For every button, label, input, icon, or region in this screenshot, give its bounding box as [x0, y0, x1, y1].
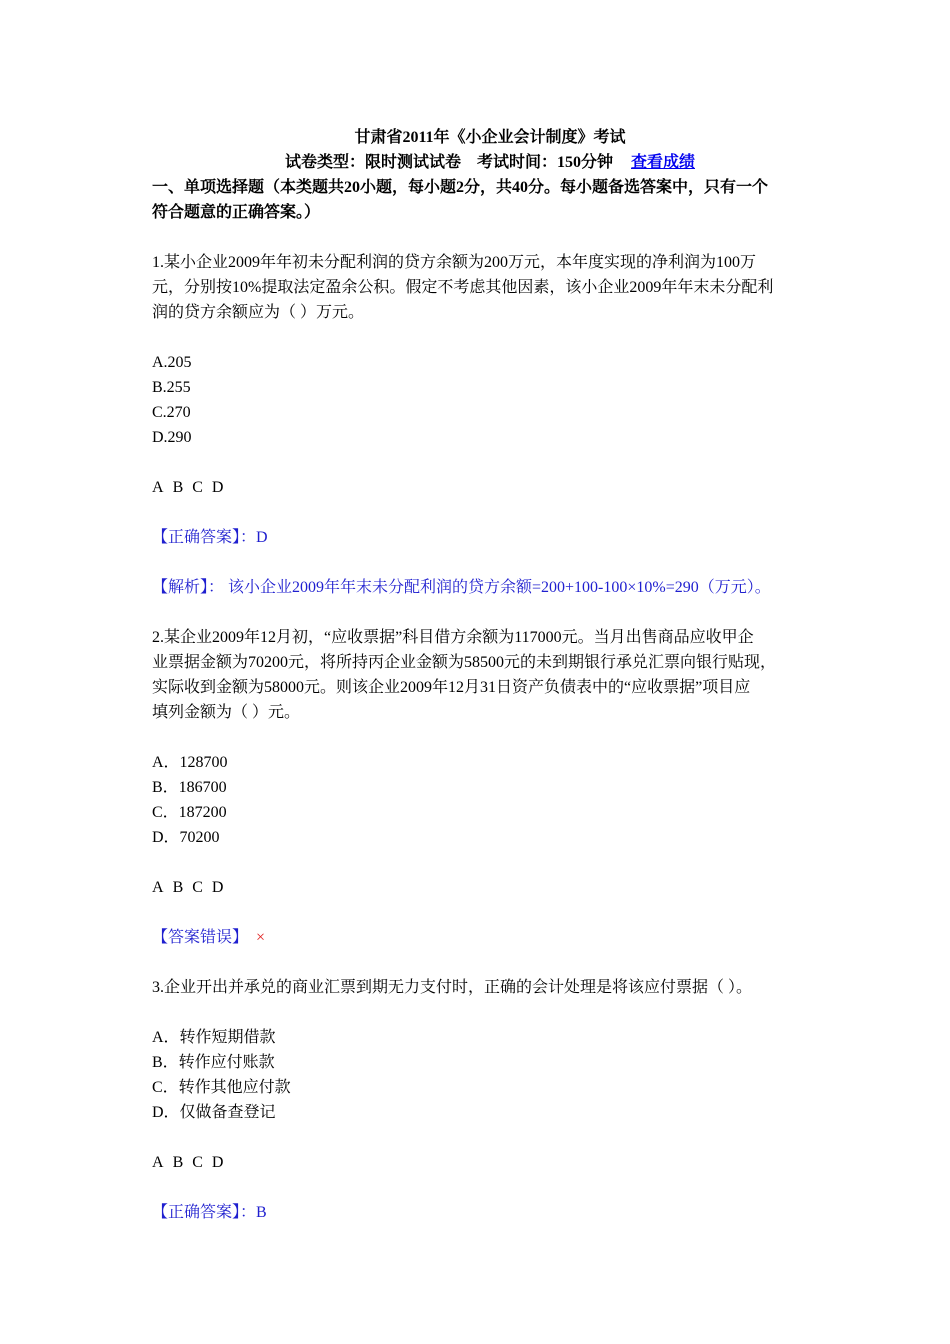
choice-c[interactable]: C	[192, 1154, 203, 1171]
option-d: D．70200	[152, 829, 220, 846]
choice-a[interactable]: A	[152, 879, 164, 896]
option-c: C．转作其他应付款	[152, 1079, 291, 1096]
option-a: A．转作短期借款	[152, 1029, 276, 1046]
question-text: 2.某企业2009年12月初，“应收票据”科目借方余额为117000元。当月出售商品应收甲企 业票据金额为70200元，将所持丙企业金额为58500元的未到期银行承兑汇票向银行贴现， 实际收到金额为58000元。则该企业2009年12月31日资产负债表中的“应收票据”项目应 填列金额为（ ）元。	[152, 629, 777, 721]
answer-choices	[152, 475, 828, 500]
option-b: B．186700	[152, 779, 227, 796]
answer-choices	[152, 875, 828, 900]
option-b: B.255	[152, 379, 191, 396]
wrong-answer-notice: 【答案错误】 ×	[152, 929, 266, 946]
question-2	[152, 625, 828, 950]
choice-d[interactable]: D	[211, 1154, 224, 1171]
option-a: A．128700	[152, 754, 228, 771]
option-a: A.205	[152, 354, 192, 371]
option-b: B．转作应付账款	[152, 1054, 275, 1071]
option-list	[152, 750, 828, 850]
question-1	[152, 250, 828, 600]
choice-b[interactable]: B	[172, 1154, 184, 1171]
option-d: D.290	[152, 429, 192, 446]
choice-c[interactable]: C	[192, 479, 203, 496]
choice-b[interactable]: B	[172, 479, 184, 496]
option-d: D．仅做备查登记	[152, 1104, 276, 1121]
question-text: 3.企业开出并承兑的商业汇票到期无力支付时，正确的会计处理是将该应付票据（ ）。	[152, 979, 753, 996]
question-3	[152, 975, 828, 1225]
question-text: 1.某小企业2009年年初未分配利润的贷方余额为200万元，本年度实现的净利润为100万 元，分别按10%提取法定盈余公积。假定不考虑其他因素，该小企业2009年年末未分配利 润的贷方余额应为（ ）万元。	[152, 254, 774, 321]
choice-d[interactable]: D	[211, 879, 224, 896]
correct-answer: 【正确答案】：B	[152, 1204, 267, 1221]
choice-b[interactable]: B	[172, 879, 184, 896]
option-list	[152, 350, 828, 450]
choice-c[interactable]: C	[192, 879, 203, 896]
option-c: C．187200	[152, 804, 227, 821]
view-score-link[interactable]: 查看成绩	[631, 154, 696, 171]
correct-answer: 【正确答案】：D	[152, 529, 268, 546]
exam-title: 甘肃省2011年《小企业会计制度》考试	[354, 129, 626, 146]
section-heading: 一、单项选择题（本类题共20小题，每小题2分，共40分。每小题备选答案中，只有一个 符合题意的正确答案。）	[152, 179, 769, 221]
exam-meta	[152, 150, 828, 175]
choice-a[interactable]: A	[152, 1154, 164, 1171]
answer-choices	[152, 1150, 828, 1175]
wrong-mark-icon: ×	[256, 929, 266, 946]
option-c: C.270	[152, 404, 191, 421]
exam-page	[152, 125, 828, 1225]
choice-a[interactable]: A	[152, 479, 164, 496]
option-list	[152, 1025, 828, 1125]
choice-d[interactable]: D	[211, 479, 224, 496]
analysis: 【解析】： 该小企业2009年年末未分配利润的贷方余额=200+100-100×10%=290（万元）。	[152, 579, 771, 596]
exam-time: 考试时间：150分钟	[476, 154, 613, 171]
paper-type: 试卷类型：限时测试试卷	[284, 154, 461, 171]
